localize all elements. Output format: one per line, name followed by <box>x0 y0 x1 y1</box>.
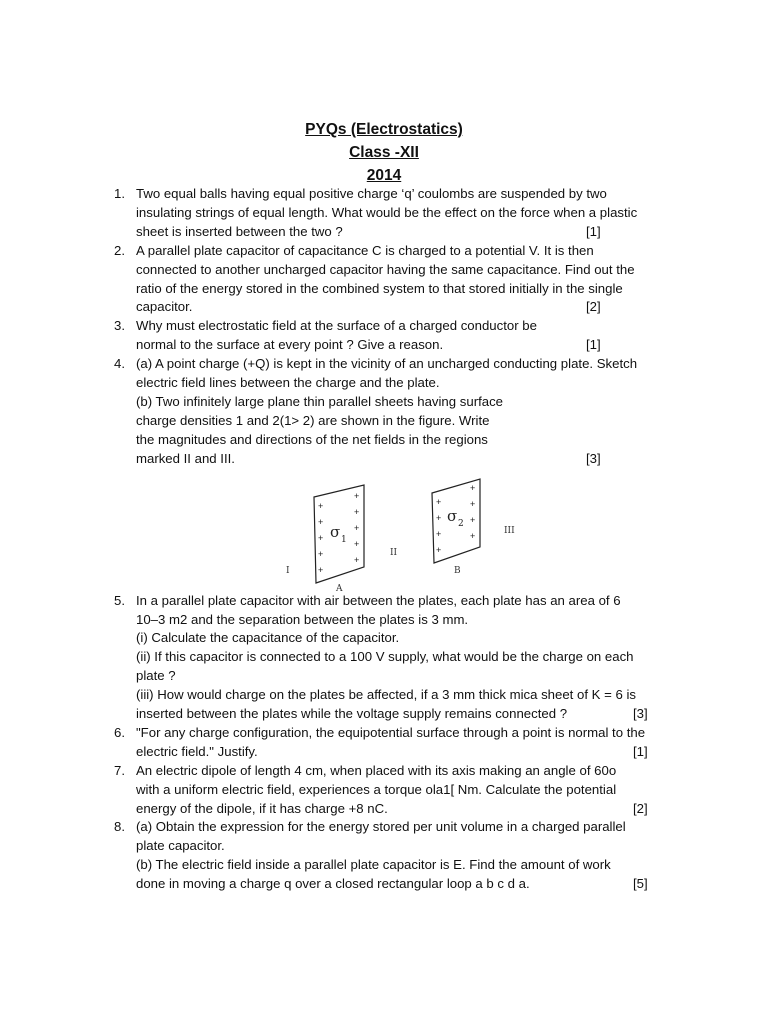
question-3 <box>100 317 670 355</box>
question-text-line: plate capacitor. <box>136 838 225 854</box>
document-header <box>0 118 768 187</box>
question-text-line: Why must electrostatic field at the surface of a charged conductor be <box>136 318 537 334</box>
year-label: 2014 <box>366 167 402 184</box>
question-marks: [3] <box>633 706 648 722</box>
question-text-line: with a uniform electric field, experiences a torque ola1[ Nm. Calculate the potential <box>136 781 617 797</box>
question-text-line: charge densities 1 and 2(1> 2) are shown in the figure. Write <box>136 412 490 428</box>
plate-a-plus-sign: + <box>318 532 324 543</box>
question-text-line: marked II and III. <box>136 450 235 466</box>
plate-a-plus-sign: + <box>354 522 360 533</box>
question-number: 5. <box>114 592 125 608</box>
plate-b-plus-sign: + <box>470 482 476 493</box>
question-marks: [1] <box>586 337 601 353</box>
question-number: 3. <box>114 318 125 334</box>
plate-b-plus-sign: + <box>436 528 442 539</box>
region-iii-label: III <box>504 525 515 536</box>
plate-b-plus-sign: + <box>436 496 442 507</box>
question-7 <box>100 762 670 819</box>
plate-b-plus-sign: + <box>470 498 476 509</box>
question-text-line: (a) Obtain the expression for the energy stored per unit volume in a charged parallel <box>136 819 626 835</box>
plate-b-plus-sign: + <box>436 512 442 523</box>
question-number: 8. <box>114 819 125 835</box>
question-number: 4. <box>114 356 125 372</box>
question-text-line: In a parallel plate capacitor with air between the plates, each plate has an area of 6 <box>136 592 621 608</box>
plate-a-plus-sign: + <box>354 538 360 549</box>
charged-sheets-figure <box>136 469 670 592</box>
question-text-line: "For any charge configuration, the equipotential surface through a point is normal to the <box>136 724 646 740</box>
plate-b-plus-sign: + <box>470 514 476 525</box>
question-text-line: plate ? <box>136 668 176 684</box>
plate-a-plus-sign: + <box>318 516 324 527</box>
question-text-line: normal to the surface at every point ? Give a reason. <box>136 337 444 353</box>
question-5 <box>100 592 670 724</box>
question-text-line: capacitor. <box>136 299 193 315</box>
question-8 <box>100 818 670 894</box>
plate-a-plus-sign: + <box>354 506 360 517</box>
question-text-line: inserted between the plates while the voltage supply remains connected ? <box>136 706 568 722</box>
question-text-line: (i) Calculate the capacitance of the capacitor. <box>136 630 400 646</box>
parallel-sheets-diagram <box>286 473 526 591</box>
region-i-label: I <box>286 565 290 576</box>
question-marks: [2] <box>633 800 648 816</box>
sigma-1-symbol: σ <box>330 522 341 541</box>
question-marks: [2] <box>586 299 601 315</box>
question-text-line: 10–3 m2 and the separation between the plates is 3 mm. <box>136 611 469 627</box>
question-text-line: sheet is inserted between the two ? <box>136 223 343 239</box>
question-marks: [1] <box>586 223 601 239</box>
question-text-line: Two equal balls having equal positive charge ‘q’ coulombs are suspended by two <box>136 186 607 201</box>
question-list <box>100 185 670 894</box>
question-text-line: connected to another uncharged capacitor having the same capacitance. Find out the <box>136 261 635 277</box>
plate-a-label: A <box>336 583 343 591</box>
region-ii-label: II <box>390 547 398 558</box>
question-marks: [3] <box>586 450 601 466</box>
question-text-line: the magnitudes and directions of the net fields in the regions <box>136 431 488 447</box>
sigma-1-subscript: 1 <box>341 534 347 545</box>
question-1 <box>100 185 670 242</box>
question-text-line: (b) Two infinitely large plane thin parallel sheets having surface <box>136 393 504 409</box>
question-text-line: (a) A point charge (+Q) is kept in the vicinity of an uncharged conducting plate. Sketch <box>136 356 638 372</box>
question-text-line: (ii) If this capacitor is connected to a 100 V supply, what would be the charge on each <box>136 649 634 665</box>
plate-b-label: B <box>454 565 461 576</box>
question-text-line: energy of the dipole, if it has charge +8 nC. <box>136 800 388 816</box>
question-6 <box>100 724 670 762</box>
sigma-2-subscript: 2 <box>458 518 464 529</box>
question-text-line: An electric dipole of length 4 cm, when placed with its axis making an angle of 60o <box>136 762 617 778</box>
question-number: 6. <box>114 724 125 740</box>
question-number: 7. <box>114 762 125 778</box>
plate-b-plus-sign: + <box>436 544 442 555</box>
plate-a-plus-sign: + <box>318 500 324 511</box>
question-number: 2. <box>114 242 125 258</box>
plate-a-plus-sign: + <box>318 548 324 559</box>
plate-a-plus-sign: + <box>354 490 360 501</box>
document-title: PYQs (Electrostatics) <box>305 121 463 138</box>
plate-b-plus-sign: + <box>470 530 476 541</box>
question-text-line: electric field lines between the charge and the plate. <box>136 375 440 391</box>
question-text-line: A parallel plate capacitor of capacitance C is charged to a potential V. It is then <box>136 242 594 258</box>
question-text-line: electric field." Justify. <box>136 743 258 759</box>
question-text-line: done in moving a charge q over a closed rectangular loop a b c d a. <box>136 876 530 892</box>
question-text-line: (b) The electric field inside a parallel plate capacitor is E. Find the amount of work <box>136 857 611 873</box>
question-text-line: ratio of the energy stored in the combined system to that stored initially in the single <box>136 280 623 296</box>
plate-a-plus-sign: + <box>318 564 324 575</box>
sigma-2-symbol: σ <box>447 506 458 525</box>
question-4 <box>100 355 670 468</box>
question-marks: [5] <box>633 876 648 892</box>
question-text-line: (iii) How would charge on the plates be affected, if a 3 mm thick mica sheet of K = 6 is <box>136 687 637 703</box>
plate-a-plus-sign: + <box>354 554 360 565</box>
question-2 <box>100 242 670 318</box>
question-number: 1. <box>114 186 125 201</box>
class-label: Class -XII <box>349 144 419 161</box>
question-text-line: insulating strings of equal length. What would be the effect on the force when a plastic <box>136 204 638 220</box>
question-marks: [1] <box>633 743 648 759</box>
